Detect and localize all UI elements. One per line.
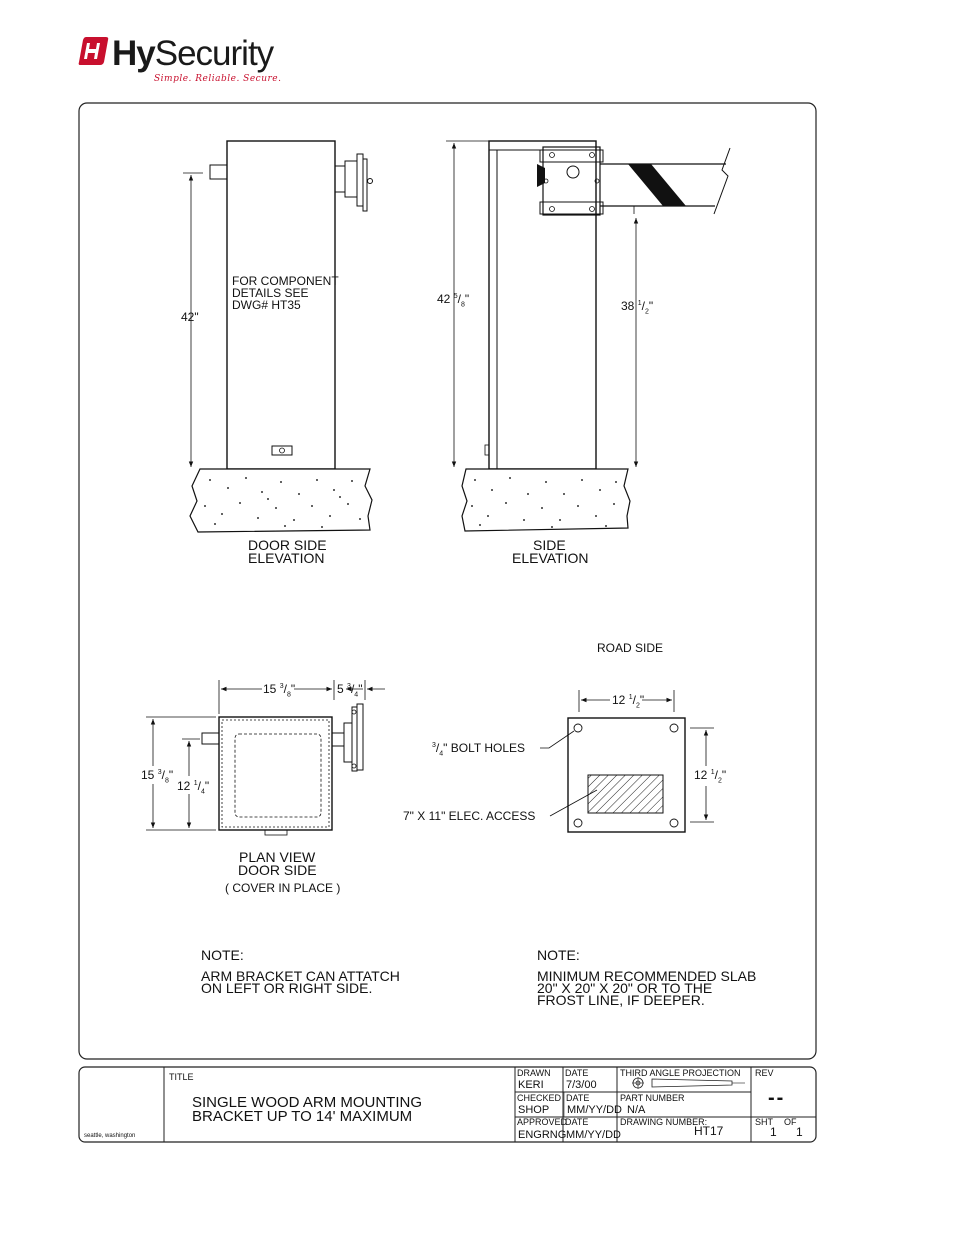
side-title-line-2: ELEVATION <box>512 550 589 566</box>
slab-height-dim: 12 $^1/_2$" <box>694 768 727 785</box>
plan-title-line-1: PLAN VIEW <box>239 849 316 865</box>
left-note-heading: NOTE: <box>201 947 244 963</box>
drawing-number-value: HT17 <box>694 1124 724 1138</box>
door-side-elevation <box>183 141 373 532</box>
plan-depth-dim: 15 $^3/_8$" <box>141 768 174 785</box>
component-note-line-1: FOR COMPONENT <box>232 274 339 288</box>
plan-title-line-3: ( COVER IN PLACE ) <box>225 881 341 895</box>
plan-title-line-2: DOOR SIDE <box>238 862 317 878</box>
bolt-holes-label: $^3/_4$" BOLT HOLES <box>432 741 525 758</box>
part-number-label: PART NUMBER <box>620 1093 685 1103</box>
projection-label: THIRD ANGLE PROJECTION <box>620 1068 741 1078</box>
plan-bracket-dim: 5 $^3/_4$" <box>337 682 363 699</box>
sheet-value: 1 <box>770 1125 777 1139</box>
checked-value: SHOP <box>518 1104 550 1116</box>
sheet-label: SHT <box>755 1117 773 1127</box>
door-side-height-dim: 42" <box>181 310 199 324</box>
drawn-label: DRAWN <box>517 1068 551 1078</box>
of-label: OF <box>784 1117 797 1127</box>
door-side-title-line-1: DOOR SIDE <box>248 537 327 553</box>
date-value-1: 7/3/00 <box>566 1079 597 1091</box>
plan-view <box>146 680 385 835</box>
rev-label: REV <box>755 1068 774 1078</box>
date-value-3: MM/YY/DD <box>566 1129 621 1141</box>
date-label-3: DATE <box>565 1117 589 1127</box>
drawing-title-line-1: SINGLE WOOD ARM MOUNTING <box>192 1094 423 1111</box>
approved-label: APPROVED <box>517 1117 568 1127</box>
drawing-title-line-2: BRACKET UP TO 14' MAXIMUM <box>192 1108 413 1125</box>
drawing-frame <box>79 103 816 1059</box>
drawing-number-label: DRAWING NUMBER: <box>620 1117 708 1127</box>
logo-tagline: Simple. Reliable. Secure. <box>154 74 282 84</box>
elec-access-label: 7" X 11" ELEC. ACCESS <box>403 809 536 823</box>
drawn-value: KERI <box>518 1079 544 1091</box>
door-side-title-line-2: ELEVATION <box>248 550 325 566</box>
checked-label: CHECKED <box>517 1093 562 1103</box>
component-note-line-2: DETAILS SEE <box>232 286 309 300</box>
slab-view <box>540 690 714 832</box>
plan-inner-dim: 12 $^1/_4$" <box>177 779 210 796</box>
side-arm-height-dim: 38 $^1/_2$" <box>621 299 654 316</box>
date-label-1: DATE <box>565 1068 589 1078</box>
part-number-value: N/A <box>627 1104 646 1116</box>
of-value: 1 <box>796 1125 803 1139</box>
right-note-line-2: 20" X 20" X 20" OR TO THE <box>537 980 713 996</box>
road-side-label: ROAD SIDE <box>597 641 664 655</box>
side-elevation <box>446 141 730 531</box>
plan-width-dim: 15 $^3/_8$" <box>263 682 296 699</box>
right-note-line-1: MINIMUM RECOMMENDED SLAB <box>537 968 757 984</box>
component-note-line-3: DWG# HT35 <box>232 298 301 312</box>
arm-stripe <box>628 164 686 206</box>
rev-value: -- <box>768 1087 786 1109</box>
title-block-location: seattle, washington <box>84 1133 136 1139</box>
right-note-heading: NOTE: <box>537 947 580 963</box>
right-note-line-3: FROST LINE, IF DEEPER. <box>537 992 705 1008</box>
date-label-2: DATE <box>566 1093 590 1103</box>
arm-bracket-wedge <box>537 164 545 187</box>
left-note-line-2: ON LEFT OR RIGHT SIDE. <box>201 980 373 996</box>
approved-value: ENGRNG <box>518 1129 567 1141</box>
left-note-line-1: ARM BRACKET CAN ATTATCH <box>201 968 400 984</box>
side-title-line-1: SIDE <box>533 537 566 553</box>
side-total-height-dim: 42 $^5/_8$" <box>437 292 470 309</box>
title-block-title-label: TITLE <box>169 1072 194 1082</box>
logo-wordmark: HySecurity <box>112 34 274 73</box>
date-value-2: MM/YY/DD <box>567 1104 622 1116</box>
slab-width-dim: 12 $^1/_2$" <box>612 693 645 710</box>
